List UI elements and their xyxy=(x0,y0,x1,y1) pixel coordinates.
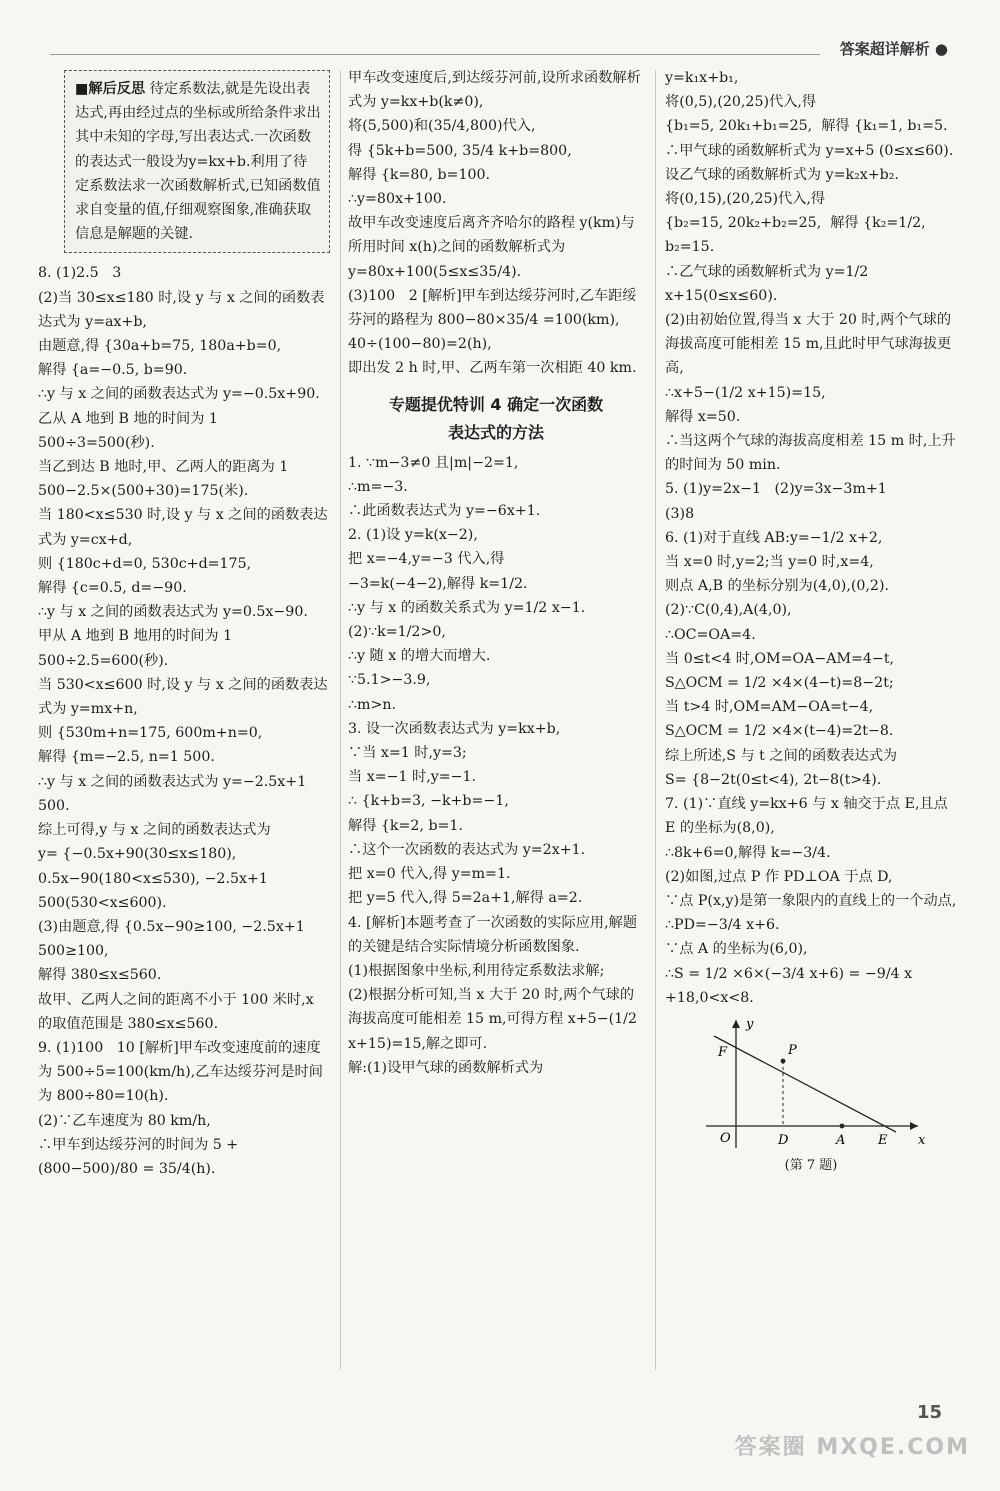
answer-line: ∴y 与 x 的函数关系式为 y=1/2 x−1. xyxy=(348,599,586,616)
answer-line: ∴此函数表达式为 y=−6x+1. xyxy=(348,503,541,520)
point-a xyxy=(840,1124,845,1129)
page-number: 15 xyxy=(916,1402,942,1423)
header-rule xyxy=(50,54,820,55)
answer-line: 甲车改变速度后,到达绥芬河前,设所求函数解析式为 y=kx+b(k≠0), xyxy=(348,70,641,111)
x-axis-label: x xyxy=(918,1132,926,1148)
answer-line: 9. (1)100 10 [解析]甲车改变速度前的速度为 500÷5=100(km/h),乙车达绥芬河是时间为 800÷80=10(h). xyxy=(38,1039,323,1105)
answer-line: ∵点 A 的坐标为(6,0), xyxy=(665,941,808,958)
answer-line: ∴当这两个气球的海拔高度相差 15 m 时,上升的时间为 50 min. xyxy=(665,433,956,474)
column-divider-1 xyxy=(340,70,341,1370)
answer-line: {b₂=15, 20k₂+b₂=25, 解得 {k₂=1/2, b₂=15. xyxy=(665,215,931,256)
label-d: D xyxy=(778,1132,789,1148)
answer-line: 综上所述,S 与 t 之间的函数表达式为 xyxy=(665,747,898,764)
answer-line: 当 0≤t<4 时,OM=OA−AM=4−t, xyxy=(665,650,895,667)
answer-line: 解得 x=50. xyxy=(665,408,741,425)
answer-line: ∴y 随 x 的增大而增大. xyxy=(348,648,491,665)
answer-line: 把 y=5 代入,得 5=2a+1,解得 a=2. xyxy=(348,890,583,907)
section-title-line-1: 专题提优特训 4 确定一次函数 xyxy=(388,394,604,414)
answer-line: 解得 {k=2, b=1. xyxy=(348,817,463,834)
answer-line: ∴乙气球的函数解析式为 y=1/2 x+15(0≤x≤60). xyxy=(665,263,873,304)
section-title-line-2: 表达式的方法 xyxy=(447,422,544,442)
answer-line: 即出发 2 h 时,甲、乙两车第一次相距 40 km. xyxy=(348,360,637,377)
reflection-tag: ■解后反思 xyxy=(75,81,146,97)
figure-caption: (第 7 题) xyxy=(784,1157,838,1173)
answer-line: ∴OC=OA=4. xyxy=(665,626,756,643)
answer-line: ∴S = 1/2 ×6×(−3/4 x+6) = −9/4 x +18,0<x<8. xyxy=(665,965,917,1006)
answer-line: (3)由题意,得 {0.5x−90≥100, −2.5x+1 500≥100, xyxy=(38,918,310,960)
answer-line: ∴m>n. xyxy=(348,696,397,713)
y-axis-label: y xyxy=(746,1016,754,1032)
answer-line: −3=k(−4−2),解得 k=1/2. xyxy=(348,575,528,592)
answer-line: 解得 380≤x≤560. xyxy=(38,967,162,984)
answer-line: 解:(1)设甲气球的函数解析式为 xyxy=(348,1059,544,1076)
answer-line: (2)由初始位置,得当 x 大于 20 时,两个气球的海拔高度可能相差 15 m,且此时甲气球海拔更高, xyxy=(665,312,952,377)
column-divider-2 xyxy=(655,70,656,1370)
answer-line: 乙从 A 地到 B 地的时间为 1 500÷3=500(秒). xyxy=(38,410,223,451)
answer-line: 40÷(100−80)=2(h), xyxy=(348,336,492,353)
line-ef xyxy=(714,1036,896,1132)
answer-line: (3)8 xyxy=(665,505,695,522)
answer-line: S△OCM = 1/2 ×4×(t−4)=2t−8. xyxy=(665,723,894,740)
answer-line: 3. 设一次函数表达式为 y=kx+b, xyxy=(348,720,561,737)
answer-line: 7. (1)∵直线 y=kx+6 与 x 轴交于点 E,且点 E 的坐标为(8,0), xyxy=(665,796,953,837)
figure-7-graph xyxy=(696,1014,926,1154)
answer-line: ∴8k+6=0,解得 k=−3/4. xyxy=(665,844,831,861)
answer-line: ∴PD=−3/4 x+6. xyxy=(665,917,780,934)
answer-line: ∴ {k+b=3, −k+b=−1, xyxy=(348,793,509,810)
column-left xyxy=(38,66,330,1181)
section-title xyxy=(348,391,644,447)
answer-line: 则 {180c+d=0, 530c+d=175, xyxy=(38,555,252,572)
answer-line: 则 {530m+n=175, 600m+n=0, xyxy=(38,725,263,742)
answer-line: 当 530<x≤600 时,设 y 与 x 之间的函数表达式为 y=mx+n, xyxy=(38,676,328,718)
answer-line: 把 x=0 代入,得 y=m=1. xyxy=(348,866,511,883)
answer-line: 将(0,15),(20,25)代入,得 xyxy=(665,191,826,208)
column-right xyxy=(665,66,957,1178)
answer-line: 故甲、乙两人之间的距离不小于 100 米时,x 的取值范围是 380≤x≤560. xyxy=(38,991,319,1032)
answer-line: ∵点 P(x,y)是第一象限内的直线上的一个动点, xyxy=(665,892,957,909)
answer-line: y= {−0.5x+90(30≤x≤180), 0.5x−90(180<x≤530), −2.5x+1 500(530<x≤600). xyxy=(38,846,273,911)
x-axis-arrow xyxy=(910,1122,918,1130)
answer-line: (2)∵k=1/2>0, xyxy=(348,624,446,641)
answer-line: (2)根据分析可知,当 x 大于 20 时,两个气球的海拔高度可能相差 15 m,可得方程 x+5−(1/2 x+15)=15,解之即可. xyxy=(348,987,642,1052)
answer-line: 甲从 A 地到 B 地用的时间为 1 500÷2.5=600(秒). xyxy=(38,628,237,669)
answer-line: S= {8−2t(0≤t<4), 2t−8(t>4). xyxy=(665,771,882,788)
answer-line: 当乙到达 B 地时,甲、乙两人的距离为 1 500−2.5×(500+30)=175(米). xyxy=(38,459,293,500)
answer-line: (2)∵C(0,4),A(4,0), xyxy=(665,602,792,619)
answer-line: 综上可得,y 与 x 之间的函数表达式为 xyxy=(38,822,271,839)
answer-line: ∵当 x=1 时,y=3; xyxy=(348,745,467,762)
answer-line: ∴这个一次函数的表达式为 y=2x+1. xyxy=(348,841,586,858)
answer-line: 解得 {m=−2.5, n=1 500. xyxy=(38,749,215,766)
answer-line: (3)100 2 [解析]甲车到达绥芬河时,乙车距绥芬河的路程为 800−80×35/4 =100(km), xyxy=(348,287,637,329)
answer-line: 解得 {k=80, b=100. xyxy=(348,166,491,183)
label-e: E xyxy=(878,1132,888,1148)
answer-line: ∴y 与 x 之间的函数表达式为 y=−2.5x+1 500. xyxy=(38,773,311,814)
watermark: 答案圈 MXQE.COM xyxy=(734,1435,970,1460)
answer-line: ∴m=−3. xyxy=(348,478,408,495)
answer-line: 设乙气球的函数解析式为 y=k₂x+b₂. xyxy=(665,166,899,183)
label-f: F xyxy=(718,1044,728,1060)
answer-line: 由题意,得 {30a+b=75, 180a+b=0, xyxy=(38,338,282,355)
answer-line: ∵5.1>−3.9, xyxy=(348,672,431,689)
answer-line: 得 {5k+b=500, 35/4 k+b=800, xyxy=(348,142,572,159)
answer-line: 解得 {c=0.5, d=−90. xyxy=(38,580,187,597)
reflection-text: 待定系数法,就是先设出表达式,再由经过点的坐标或所给条件求出其中未知的字母,写出表达式.一次函数的表达式一般设为y=kx+b.利用了待定系数法求一次函数解析式,已知函数值求自变量的值,仔细观察图象,准确获取信息是解题的关键. xyxy=(75,81,321,243)
answer-line: 1. ∵m−3≠0 且|m|−2=1, xyxy=(348,454,519,471)
answer-line: ∴y 与 x 之间的函数表达式为 y=−0.5x+90. xyxy=(38,386,320,403)
column-middle xyxy=(348,66,644,1080)
answer-line: (2)如图,过点 P 作 PD⊥OA 于点 D, xyxy=(665,868,893,885)
label-a: A xyxy=(836,1132,846,1148)
answer-line: 4. [解析]本题考查了一次函数的实际应用,解题的关键是结合实际情境分析函数图象. xyxy=(348,914,638,955)
answer-line: 将(5,500)和(35/4,800)代入, xyxy=(348,118,536,135)
point-p xyxy=(781,1059,786,1064)
answer-line: ∴y=80x+100. xyxy=(348,191,447,208)
label-o: O xyxy=(720,1130,731,1146)
y-axis-arrow xyxy=(732,1020,740,1028)
answer-line: 当 180<x≤530 时,设 y 与 x 之间的函数表达式为 y=cx+d, xyxy=(38,507,328,548)
answer-line: 故甲车改变速度后离齐齐哈尔的路程 y(km)与所用时间 x(h)之间的函数解析式为 y=80x+100(5≤x≤35/4). xyxy=(348,215,635,280)
header-title: 答案超详解析 ● xyxy=(839,40,948,58)
answer-line: 则点 A,B 的坐标分别为(4,0),(0,2). xyxy=(665,578,889,595)
answer-line: 解得 {a=−0.5, b=90. xyxy=(38,362,188,379)
answer-line: ∴x+5−(1/2 x+15)=15, xyxy=(665,384,826,401)
answer-line: y=k₁x+b₁, xyxy=(665,70,739,86)
answer-line: 当 t>4 时,OM=AM−OA=t−4, xyxy=(665,699,874,716)
answer-line: (2)∵乙车速度为 80 km/h, xyxy=(38,1112,211,1129)
answer-line: ∴甲车到达绥芬河的时间为 5 + (800−500)/80 = 35/4(h). xyxy=(38,1136,243,1177)
answer-line: 当 x=−1 时,y=−1. xyxy=(348,769,477,786)
reflection-box xyxy=(64,70,330,253)
answer-line: 将(0,5),(20,25)代入,得 xyxy=(665,94,817,111)
answer-line: 2. (1)设 y=k(x−2), xyxy=(348,527,478,544)
answer-line: 8. (1)2.5 3 xyxy=(38,265,122,282)
answer-line: (2)当 30≤x≤180 时,设 y 与 x 之间的函数表达式为 y=ax+b, xyxy=(38,289,325,330)
answer-line: ∴y 与 x 之间的函数表达式为 y=0.5x−90. xyxy=(38,604,308,621)
answer-line: ∴甲气球的函数解析式为 y=x+5 (0≤x≤60). xyxy=(665,142,954,159)
answer-line: 5. (1)y=2x−1 (2)y=3x−3m+1 xyxy=(665,481,887,498)
answer-line: {b₁=5, 20k₁+b₁=25, 解得 {k₁=1, b₁=5. xyxy=(665,118,948,135)
answer-line: (1)根据图象中坐标,利用待定系数法求解; xyxy=(348,962,605,979)
answer-line: 6. (1)对于直线 AB:y=−1/2 x+2, xyxy=(665,529,883,546)
answer-line: 当 x=0 时,y=2;当 y=0 时,x=4, xyxy=(665,554,874,571)
answer-line: 把 x=−4,y=−3 代入,得 xyxy=(348,551,505,568)
answer-line: S△OCM = 1/2 ×4×(4−t)=8−2t; xyxy=(665,675,894,692)
label-p: P xyxy=(788,1042,797,1058)
